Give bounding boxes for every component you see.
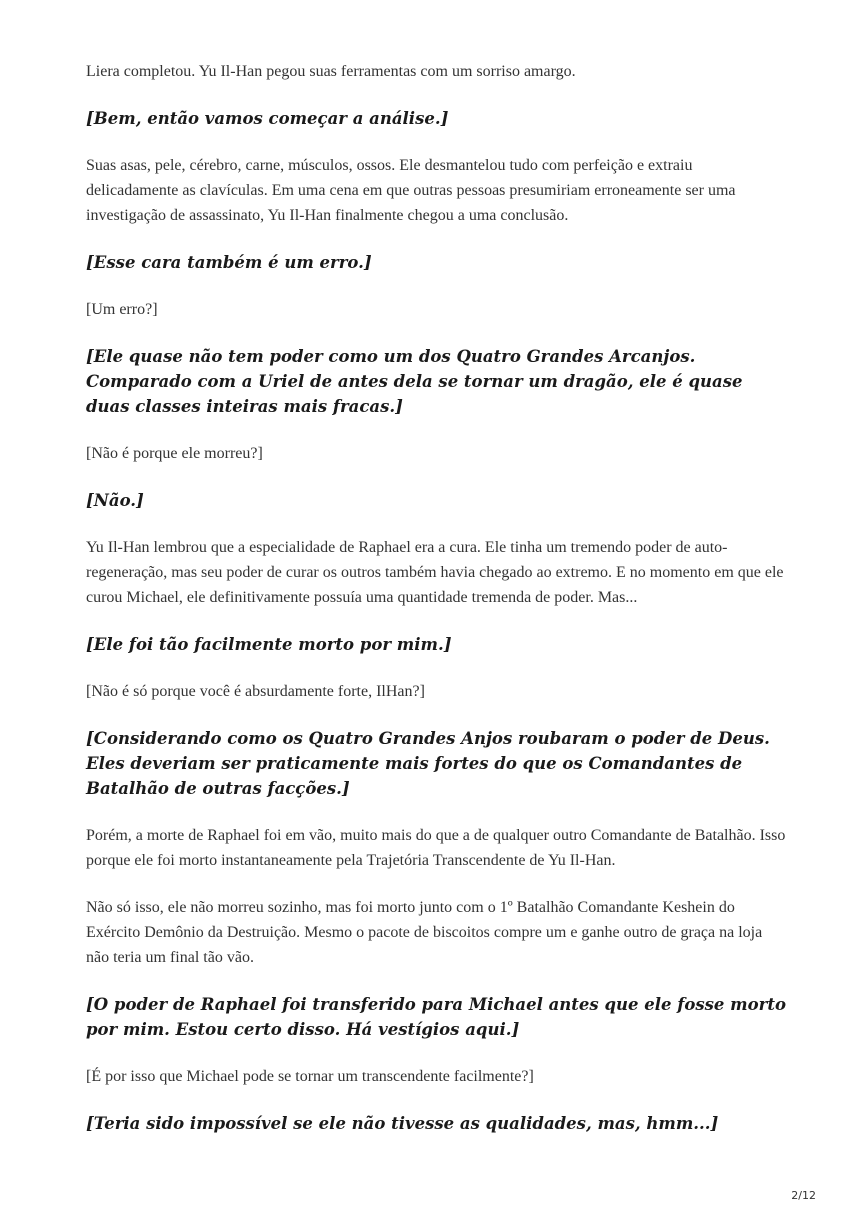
dialogue-bold: [Ele foi tão facilmente morto por mim.] bbox=[86, 635, 452, 654]
dialogue-bold: [Ele quase não tem poder como um dos Quatro Grandes Arcanjos. Comparado com a Uriel de antes dela se tornar um dragão, ele é quase duas classes inteiras mais fracas.] bbox=[86, 347, 743, 416]
paragraph: Porém, a morte de Raphael foi em vão, muito mais do que a de qualquer outro Comandante de Batalhão. Isso porque ele foi morto instantaneamente pela Trajetória Transcendente de Yu Il-Han. bbox=[86, 827, 786, 869]
dialogue-bold: [Bem, então vamos começar a análise.] bbox=[86, 109, 449, 128]
dialogue-bold: [Não.] bbox=[86, 491, 144, 510]
paragraph: [Um erro?] bbox=[86, 301, 158, 318]
paragraph: [É por isso que Michael pode se tornar um transcendente facilmente?] bbox=[86, 1068, 534, 1085]
dialogue-bold: [O poder de Raphael foi transferido para Michael antes que ele fosse morto por mim. Estou certo disso. Há vestígios aqui.] bbox=[86, 995, 786, 1039]
dialogue-bold: [Teria sido impossível se ele não tivesse as qualidades, mas, hmm...] bbox=[86, 1114, 719, 1133]
paragraph: Suas asas, pele, cérebro, carne, músculos, ossos. Ele desmantelou tudo com perfeição e extraiu delicadamente as clavículas. Em uma cena em que outras pessoas presumiriam erroneamente ser uma investigação de assassinato, Yu Il-Han finalmente chegou a uma conclusão. bbox=[86, 157, 736, 224]
page-number: 2/12 bbox=[791, 1189, 816, 1202]
dialogue-bold: [Esse cara também é um erro.] bbox=[86, 253, 372, 272]
paragraph: Yu Il-Han lembrou que a especialidade de Raphael era a cura. Ele tinha um tremendo poder de auto-regeneração, mas seu poder de curar os outros também havia chegado ao extremo. E no momento em que ele curou Michael, ele definitivamente possuía uma quantidade tremenda de poder. Mas... bbox=[86, 539, 784, 606]
paragraph: [Não é só porque você é absurdamente forte, IlHan?] bbox=[86, 683, 425, 700]
paragraph: Não só isso, ele não morreu sozinho, mas foi morto junto com o 1º Batalhão Comandante Keshein do Exército Demônio da Destruição. Mesmo o pacote de biscoitos compre um e ganhe outro de graça na loja não teria um final tão vão. bbox=[86, 899, 763, 966]
dialogue-bold: [Considerando como os Quatro Grandes Anjos roubaram o poder de Deus. Eles deveriam ser praticamente mais fortes do que os Comandantes de Batalhão de outras facções.] bbox=[86, 729, 770, 798]
document-page bbox=[86, 59, 786, 1158]
paragraph: [Não é porque ele morreu?] bbox=[86, 445, 263, 462]
paragraph: Liera completou. Yu Il-Han pegou suas ferramentas com um sorriso amargo. bbox=[86, 63, 576, 80]
